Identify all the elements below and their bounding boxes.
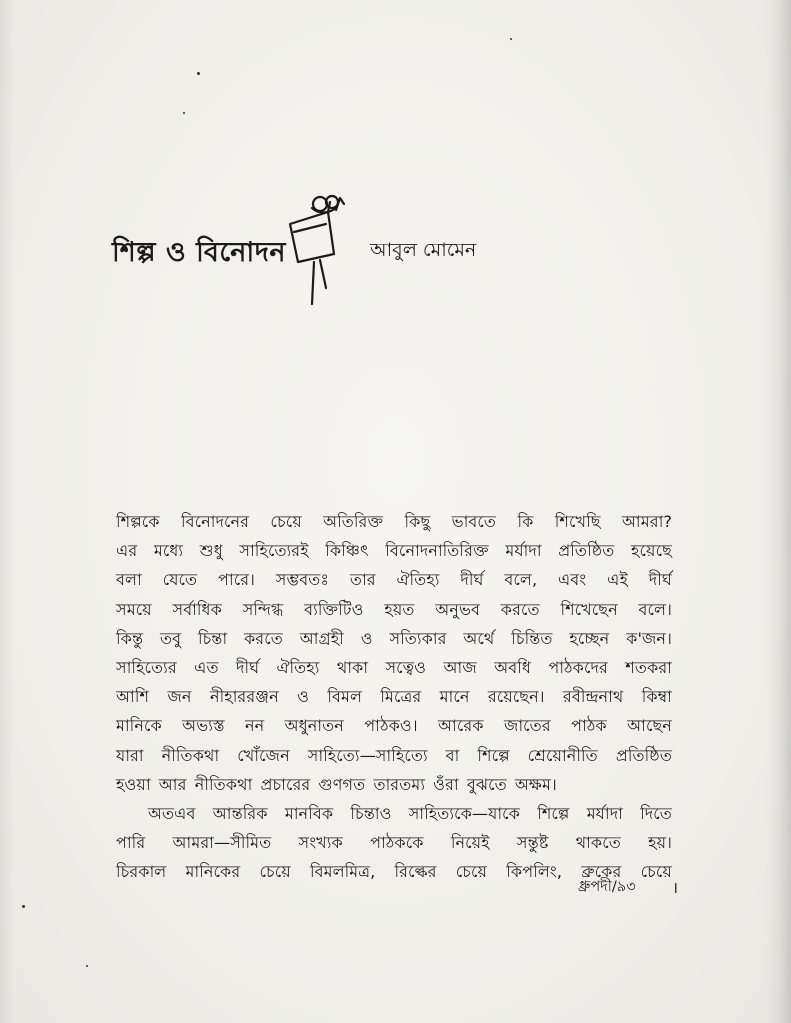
body-line — [116, 565, 672, 594]
paper-speck — [197, 72, 200, 75]
body-word: থাকতে — [575, 833, 621, 853]
body-word: শিল্পে — [477, 745, 510, 765]
body-line: হওয়া আর নীতিকথা প্রচারের গুণগত তারতম্য ওঁরা বুঝতে অক্ষম। — [116, 774, 557, 794]
body-word: সংখ্যক — [298, 833, 343, 853]
body-word: মানিকে — [116, 716, 162, 736]
body-word: শুধু — [199, 541, 223, 561]
body-word: পাঠকও। — [364, 716, 418, 736]
body-word: বিনোদনের — [180, 512, 250, 531]
body-word: হয়ত — [384, 599, 415, 619]
body-word: অবধি — [494, 657, 531, 677]
body-word: বিনোদনাতিরিক্ত — [385, 541, 489, 561]
body-word: কিন্তু — [116, 628, 144, 648]
body-word: যারা — [116, 745, 144, 765]
body-word: দীর্ঘ — [648, 570, 672, 590]
body-word: এর — [116, 541, 138, 561]
body-line — [116, 741, 672, 770]
paper-speck — [86, 965, 88, 967]
body-word: বিমল — [327, 687, 363, 707]
body-word: জন — [167, 687, 192, 707]
body-word: আরেক — [438, 716, 484, 736]
body-word: বলে, — [504, 570, 538, 590]
body-word: অর্থে — [463, 628, 495, 648]
body-word: বিমলমিত্র, — [309, 862, 376, 882]
body-word: শিল্পকে — [116, 512, 160, 531]
body-word: সম্ভবতঃ — [275, 570, 330, 590]
body-word: নন — [244, 716, 265, 736]
body-word: আন্তরিক — [212, 803, 268, 823]
body-word: বলে। — [638, 599, 672, 619]
body-word: পারি — [116, 833, 146, 853]
body-word: এত — [194, 657, 219, 677]
body-word: মানবিক — [284, 803, 334, 823]
body-word: আশি — [116, 687, 150, 707]
body-word: অনুভব — [435, 599, 481, 619]
body-line — [116, 536, 672, 565]
body-word: চেয়ে — [640, 862, 672, 882]
body-word: করতে — [243, 628, 283, 648]
body-line — [116, 828, 672, 857]
body-word: চেয়ে — [270, 512, 302, 531]
body-word: চিরকাল — [116, 862, 167, 882]
body-word: সত্যিকার — [389, 628, 447, 648]
body-word: আছেন — [627, 716, 672, 736]
body-word: পাঠককে — [370, 833, 424, 853]
body-word: পাঠক — [571, 716, 607, 736]
body-word: সত্বেও — [385, 657, 427, 677]
body-word: যেতে — [162, 570, 198, 590]
body-word: হয়। — [648, 833, 672, 853]
body-line — [116, 624, 672, 653]
body-line — [116, 682, 672, 711]
body-word: তবু — [159, 628, 182, 648]
paper-speck — [183, 112, 185, 114]
body-word: নীতিকথা — [161, 745, 220, 765]
body-word: এবং — [557, 570, 587, 590]
body-word: ক'জন। — [626, 628, 672, 648]
body-word: মধ্যে — [153, 541, 184, 561]
body-word: দীর্ঘ — [460, 570, 484, 590]
body-line — [116, 799, 672, 828]
body-word: শ্রেয়োনীতি — [527, 745, 598, 765]
body-line — [116, 507, 672, 536]
body-word: সাহিত্যে—সাহিত্যে — [307, 745, 428, 765]
body-word: থাকা — [336, 657, 369, 677]
body-word: চিন্তিত — [511, 628, 553, 648]
body-word: রয়েছেন। — [487, 687, 545, 707]
article-header — [112, 192, 672, 312]
body-word: ঐতিহ্য — [396, 570, 440, 590]
article-author: আবুল মোমেন — [370, 239, 477, 261]
body-word: কিছু — [404, 512, 431, 531]
body-word: হচ্ছেন — [569, 628, 610, 648]
body-word: ভাবতে — [451, 512, 497, 531]
body-word: সন্দিগ্ধ — [242, 599, 284, 619]
body-word: প্রতিষ্ঠিত — [615, 745, 672, 765]
body-word: ও — [297, 687, 309, 707]
body-word: অভ্যস্ত — [182, 716, 225, 736]
body-word: কিঞ্চিৎ — [325, 541, 369, 561]
body-word: আমরা—সীমিত — [172, 833, 272, 853]
body-word: কি — [517, 512, 534, 531]
body-word: চিন্তা — [197, 628, 228, 648]
body-word: চেয়ে — [259, 862, 291, 882]
article-body — [116, 507, 672, 886]
body-word: মানে — [439, 687, 470, 707]
body-word: ব্রুকের — [581, 862, 622, 882]
body-word: ও — [360, 628, 373, 648]
body-word: এই — [607, 570, 628, 590]
body-word: মর্যাদা — [586, 803, 623, 823]
body-word: চিন্তাও — [350, 803, 392, 823]
body-word: সাহিত্যের — [116, 657, 177, 677]
body-word: হয়েছে — [631, 541, 672, 561]
body-word: তার — [349, 570, 376, 590]
body-word: জাতের — [503, 716, 551, 736]
body-word: রবীন্দ্রনাথ — [562, 687, 624, 707]
body-line — [116, 711, 672, 740]
body-word: সময়ে — [116, 599, 152, 619]
page-footer-label: ধ্রুপদী/৯৩ — [578, 879, 636, 895]
body-word: শিখেছেন — [560, 599, 618, 619]
body-word: সর্বাধিক — [172, 599, 222, 619]
body-word: পাঠকদের — [548, 657, 608, 677]
body-word: অতএব — [148, 803, 196, 823]
body-word: শতকরা — [625, 657, 672, 677]
body-line — [116, 653, 672, 682]
body-word: অতিরিক্ত — [323, 512, 384, 531]
page-left-edge — [0, 0, 14, 1023]
pen-sketch-illustration — [284, 192, 364, 312]
article-title: শিল্প ও বিনোদন — [112, 237, 286, 268]
body-word: আগ্রহী — [299, 628, 344, 648]
body-word: খোঁজেন — [237, 745, 290, 765]
body-word: চেয়ে — [455, 862, 488, 882]
body-word: ঐতিহ্য — [276, 657, 320, 677]
body-line — [116, 595, 672, 624]
body-word: শিল্পে — [537, 803, 570, 823]
body-word: সাহিত্যেরই — [239, 541, 309, 561]
body-word: কিপলিং, — [506, 862, 562, 882]
body-word: অধুনাতন — [284, 716, 344, 736]
body-word: নীহাররঞ্জন — [209, 687, 279, 707]
body-word: মানিকের — [185, 862, 241, 882]
body-word: আজ — [443, 657, 477, 677]
body-word: সাহিত্যকে—যাকে — [408, 803, 520, 823]
body-word: রিল্কের — [394, 862, 437, 882]
body-word: বলা — [116, 570, 142, 590]
body-word: মর্যাদা — [505, 541, 542, 561]
paper-speck — [22, 905, 25, 908]
page-right-edge-shadow — [765, 0, 791, 1023]
body-word: প্রতিষ্ঠিত — [558, 541, 615, 561]
page-footer-mark: । — [672, 878, 679, 897]
body-word: দীর্ঘ — [236, 657, 260, 677]
body-word: আমরা? — [621, 512, 672, 531]
body-word: বা — [445, 745, 460, 765]
body-word: করতে — [500, 599, 540, 619]
paper-speck — [510, 38, 512, 40]
body-word: ব্যক্তিটিও — [304, 599, 364, 619]
body-word: মিত্রের — [380, 687, 422, 707]
body-word: কিম্বা — [641, 687, 672, 707]
body-word: নিয়েই — [450, 833, 490, 853]
body-word: পারে। — [218, 570, 255, 590]
body-word: সন্তুষ্ট — [516, 833, 549, 853]
body-word: দিতে — [640, 803, 672, 823]
body-word: শিখেছি — [554, 512, 601, 531]
